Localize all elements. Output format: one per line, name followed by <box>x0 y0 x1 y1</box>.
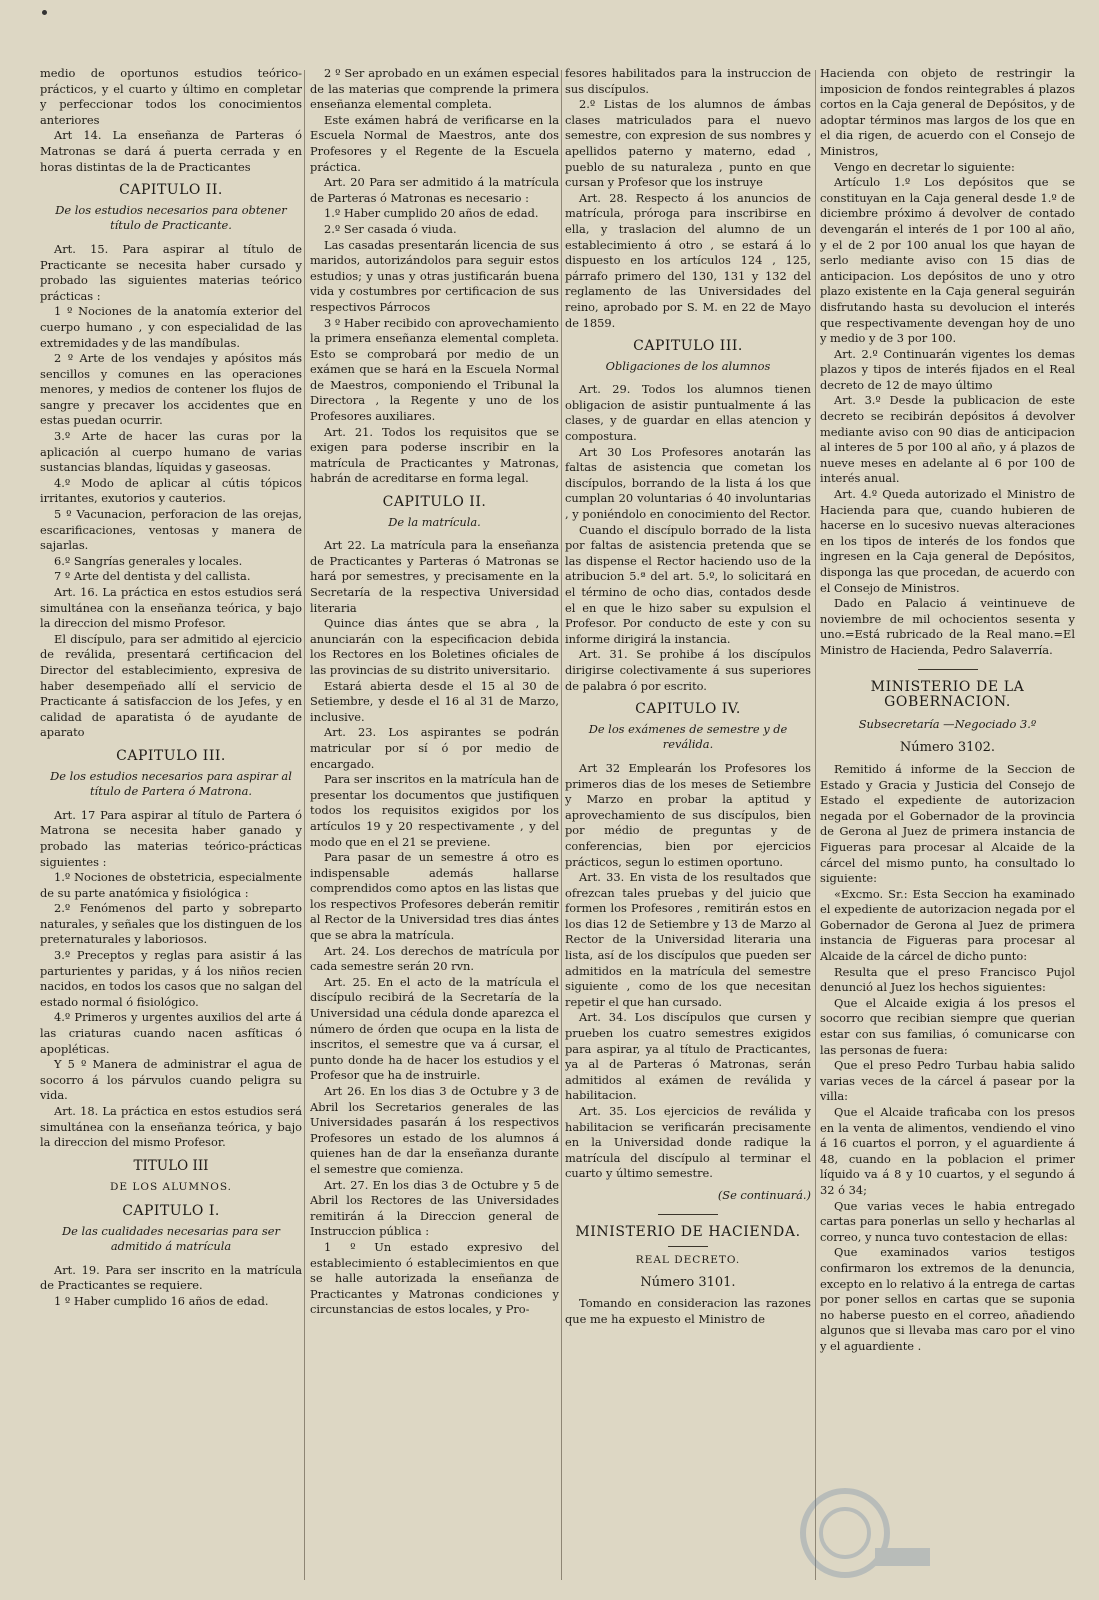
list-item: 7 º Arte del dentista y del callista. <box>54 569 251 584</box>
column-3 <box>565 66 811 1586</box>
decree-number: Número 3102. <box>899 740 996 756</box>
chapter-subtitle: De los estudios necesarios para aspirar al título de Partera ó Matrona. <box>50 768 292 799</box>
paragraph: Que examinados varios testigos confirmaron los extremos de la denuncia, excepto en lo relativo á la entrega de cartas por poner sellos en cartas que se suponia no haberse puesto en el correo, añadiendo algunos que si llevaba mas caro por el vino y el aguardiente . <box>820 1245 1075 1353</box>
paragraph: Que varias veces le habia entregado cartas para ponerlas un sello y hecharlas al correo, y nunca tuvo contestacion de ellas: <box>820 1198 1075 1244</box>
list-item: 2.º Fenómenos del parto y sobreparto naturales, y señales que los distinguen de los preternaturales y laboriosos. <box>40 901 302 947</box>
column-rule <box>304 70 305 1580</box>
article: Art. 28. Respecto á los anuncios de matrícula, prórogа para inscribirse en ella, y traslacion del alumno de un establecimiento á otro , se estará á lo dispuesto en los artículos 124 , 125, párrafo primero del 130, 131 y 132 del reglamento de las Universidades del reino, aprobado por S. M. en 22 de Mayo de 1859. <box>565 190 811 330</box>
paragraph: «Excmo. Sr.: Esta Seccion ha examinado el expediente de autorizacion negada por el Gobernador de Gerona al Juez de primera instancia de Figueras para procesar al Alcaide de la cárcel de dicho punto: <box>820 886 1075 964</box>
article: Art. 3.º Desde la publicacion de este decreto se recibirán depósitos á devolver mediante aviso con 90 dias de anticipacion al interes de 5 por 100 al año, y á plazos de nueve meses en adelante al 6 por 100 de interés anual. <box>820 393 1075 486</box>
paragraph: Vengo en decretar lo siguiente: <box>834 159 1015 174</box>
article: Art 14. La enseñanza de Parteras ó Matronas se dará á puerta cerrada y en horas distintas de la de Practicantes <box>40 128 302 174</box>
paragraph: Tomando en consideracion las razones que me ha expuesto el Ministro de <box>565 1296 811 1326</box>
article: Art. 16. La práctica en estos estudios será simultánea con la enseñanza teórica, y bajo la direccion del mismo Profesor. <box>40 585 302 631</box>
paragraph: Que el Alcaide exigia á los presos el socorro que recibian siempre que querian estar con sus familias, ó comunicarse con las personas de fuera: <box>820 995 1075 1057</box>
chapter-heading: CAPITULO III. <box>116 747 226 764</box>
list-item: 3 º Haber recibido con aprovechamiento la primera enseñanza elemental completa. Esto se comprobará por medio de un exámen que se hará en la Escuela Normal de Maestros, componiendo el Tribunal la Directora , la Regente y uno de los Profesores auxiliares. <box>310 315 559 424</box>
list-item: 2 º Ser aprobado en un exámen especial de las materias que comprende la primera enseñanza elemental completa. <box>310 66 559 112</box>
article: Art. 17 Para aspirar al título de Partera ó Matrona se necesita haber ganado y probado las materias teórico-prácticas siguientes : <box>40 807 302 869</box>
article: Art 22. La matrícula para la enseñanza de Practicantes y Parteras ó Matronas se hará por semestres, y precisamente en la Secretaría de la respectiva Universidad literaria <box>310 538 559 615</box>
paragraph: Las casadas presentarán licencia de sus maridos, autorizándolos para seguir estos estudios; y unas y otras justificarán buena vida y costumbres por certificacion de sus respectivos Párrocos <box>310 237 559 314</box>
paragraph: medio de oportunos estudios teórico-prácticos, y el cuarto y último en completar y perfeccionar todos los conocimientos anteriores <box>40 66 302 127</box>
column-4 <box>820 66 1075 1586</box>
paragraph: Que el preso Pedro Turbau habia salido varias veces de la cárcel á pasear por la villa: <box>820 1058 1075 1104</box>
paragraph: Que el Alcaide traficaba con los presos en la venta de alimentos, vendiendo el vino á 16 cuartos el porron, y el aguardiente á 48, cuando en la poblacion el primer líquido va á 8 y 10 cuartos, y el segundo á 32 ó 34; <box>820 1105 1075 1197</box>
article: Artículo 1.º Los depósitos que se constituyan en la Caja general desde 1.º de diciembre próximo á devolver de contado devengarán el interés de 1 por 100 al año, y el de 2 por 100 anual los que hayan de serlo mediante aviso con 15 dias de anticipacion. Los depósitos de uno y otro plazo existente en la Caja general seguirán disfrutando hasta su devolucion el interés que respectivamente devengan hoy de uno y medio y de 3 por 100. <box>820 175 1075 346</box>
paragraph: Estará abierta desde el 15 al 30 de Setiembre, y desde el 16 al 31 de Marzo, inclusive. <box>310 678 559 724</box>
list-item: 1 º Nociones de la anatomía exterior del cuerpo humano , y con especialidad de las extremidades y de las mandíbulas. <box>40 304 302 350</box>
column-rule <box>561 70 562 1580</box>
paragraph: Quince dias ántes que se abra , la anunciarán con la especificacion debida los Rectores en los Boletines oficiales de las provincias de su distrito universitario. <box>310 616 559 677</box>
article: Art. 27. En los dias 3 de Octubre y 5 de Abril los Rectores de las Universidades remitirán á la Direccion general de Instruccion pública : <box>310 1177 559 1239</box>
list-item: 4.º Primeros y urgentes auxilios del arte á las criaturas cuando nacen asfíticas ó apopléticas. <box>40 1010 302 1056</box>
article: Art. 31. Se prohibe á los discípulos dirigirse colectivamente á sus superiores de palabra ó por escrito. <box>565 647 811 693</box>
article: Art. 4.º Queda autorizado el Ministro de Hacienda para que, cuando hubieren de hacerse en lo sucesivo nuevas alteraciones en los tipos de interés de los fondos que ingresen en la Caja general de Depósitos, disponga las que procedan, de acuerdo con el Consejo de Ministros. <box>820 487 1075 595</box>
list-item: 3.º Arte de hacer las curas por la aplicación al cuerpo humano de varias sustancias blandas, líquidas y gaseosas. <box>40 429 302 475</box>
chapter-heading: CAPITULO I. <box>122 1202 220 1219</box>
ministry-heading: MINISTERIO DE HACIENDA. <box>575 1223 801 1240</box>
chapter-subtitle: Obligaciones de los alumnos <box>605 358 771 373</box>
separator-rule <box>658 1214 718 1215</box>
list-item: 5 º Vacunacion, perforacion de las orejas, escarificaciones, ventosas y manera de sajarlas. <box>40 507 302 553</box>
article: Art. 20 Para ser admitido á la matrícula de Parteras ó Matronas es necesario : <box>310 175 559 205</box>
paragraph: Cuando el discípulo borrado de la lista por faltas de asistencia pretenda que se las dispense el Rector haciendo uso de la atribucion 5.ª del art. 5.º, lo solicitará en el término de ocho dias, contados desde el en que le hizo saber su expulsion el Profesor. Por conducto de este y con su informe dirigirá la instancia. <box>565 522 811 646</box>
list-item: 1 º Un estado expresivo del establecimiento ó establecimientos en que se halle autorizada la enseñanza de Practicantes y Matronas condiciones y circunstancias de estos locales, y Pro- <box>310 1239 559 1317</box>
chapter-heading: CAPITULO II. <box>382 494 487 511</box>
decree-number: Número 3101. <box>640 1274 736 1290</box>
chapter-subtitle: De los estudios necesarios para obtener título de Practicante. <box>55 202 287 233</box>
article: Art. 19. Para ser inscrito en la matrícula de Practicantes se requiere. <box>40 1262 302 1293</box>
article: Art. 21. Todos los requisitos que se exigen para poderse inscribir en la matrícula de Practicantes y Matronas, habrán de acreditarse en forma legal. <box>310 424 559 486</box>
article: Art. 23. Los aspirantes se podrán matricular por sí ó por medio de encargado. <box>310 725 559 771</box>
article: Art. 24. Los derechos de matrícula por cada semestre serán 20 rvn. <box>310 943 559 974</box>
chapter-heading: CAPITULO II. <box>119 182 223 199</box>
paragraph: Este exámen habrá de verificarse en la Escuela Normal de Maestros, ante dos Profesores y el Regente de la Escuela práctica. <box>310 112 559 174</box>
chapter-heading: CAPITULO IV. <box>635 701 741 718</box>
list-item: 1 º Haber cumplido 16 años de edad. <box>54 1293 269 1308</box>
chapter-subtitle: De las cualidades necesarias para ser admitido á matrícula <box>62 1223 280 1254</box>
chapter-heading: CAPITULO III. <box>633 338 743 355</box>
list-item: 2.º Listas de los alumnos de ámbas clases matriculados para el nuevo semestre, con expresion de sus nombres y apellidos paterno y materno, edad , pueblo de su naturaleza , punto en que cursan y Profesor que los instruye <box>565 97 811 190</box>
list-item: 2 º Arte de los vendajes y apósitos más sencillos y comunes en las operaciones menores, y medios de contener los flujos de sangre y precaver los accidentes que en estas puedan ocurrir. <box>40 351 302 428</box>
article: Art. 25. En el acto de la matrícula el discípulo recibirá de la Secretaría de la Universidad una cédula donde aparezca el número de órden que ocupa en la lista de inscritos, el semestre que va á cursar, el punto donde ha de hacer los estudios y el Profesor que ha de instruirle. <box>310 974 559 1083</box>
article: Art. 35. Los ejercicios de reválida y habilitacion se verificarán precisamente en la Universidad donde radique la matrícula del discípulo al terminar el cuarto y último semestre. <box>565 1104 811 1181</box>
subsecretariat-line: Subsecretaría —Negociado 3.º <box>858 716 1037 731</box>
signature-paragraph: Dado en Palacio á veintinueve de noviembre de mil ochocientos sesenta y uno.=Está rubricado de la Real mano.=El Ministro de Hacienda, Pedro Salaverría. <box>820 596 1075 657</box>
title-subheading: DE LOS ALUMNOS. <box>109 1181 233 1194</box>
separator-rule <box>668 1246 708 1247</box>
list-item: 1.º Nociones de obstetricia, especialmente de su parte anatómica y fisiológica : <box>40 870 302 900</box>
separator-rule <box>918 669 978 670</box>
list-item: 4.º Modo de aplicar al cútis tópicos irritantes, exutorios y cauterios. <box>40 475 302 506</box>
ink-dot <box>42 10 47 15</box>
paragraph: Resulta que el preso Francisco Pujol denunció al Juez los hechos siguientes: <box>820 964 1075 995</box>
column-2 <box>310 66 559 1586</box>
title-heading: TITULO III <box>133 1157 209 1174</box>
paragraph: El discípulo, para ser admitido al ejercicio de reválida, presentará certificacion del Director del establecimiento, expresiva de haber desempeñado allí el servicio de Practicante á satisfaccion de los Jefes, y en calidad de aparatista ó de ayudante de aparato <box>40 631 302 740</box>
ministry-heading: MINISTERIO DE LA GOBERNACION. <box>870 678 1025 711</box>
paragraph: Remitido á informe de la Seccion de Estado y Gracia y Justicia del Consejo de Estado el expediente de autorizacion negada por el Gobernador de la provincia de Gerona al Juez de primera instancia de Figueras para procesar al Alcaide de la cárcel del mismo punto, ha consultado lo siguiente: <box>820 761 1075 886</box>
list-item: 6.º Sangrías generales y locales. <box>54 553 243 568</box>
column-1 <box>40 66 302 1586</box>
list-item: Y 5 º Manera de administrar el agua de socorro á los párvulos cuando peligra su vida. <box>40 1057 302 1103</box>
article: Art. 2.º Continuarán vigentes los demas plazos y tipos de interés fijados en el Real decreto de 12 de mayo último <box>820 346 1075 392</box>
article: Art 30 Los Profesores anotarán las faltas de asistencia que cometan los discípulos, borrando de la lista á los que cumplan 20 voluntarias ó 40 involuntarias , y poniéndolo en conocimiento del Rector. <box>565 444 811 522</box>
continued-note: (Se continuará.) <box>717 1187 811 1202</box>
article: Art. 29. Todos los alumnos tienen obligacion de asistir puntualmente á las clases, y de guardar en ellas atencion y compostura. <box>565 382 811 444</box>
article: Art 26. En los dias 3 de Octubre y 3 de Abril los Secretarios generales de las Universidades pasarán á los respectivos Profesores un estado de los alumnos á quienes han de dar la enseñanza durante el semestre que comienza. <box>310 1084 559 1176</box>
paragraph: Para ser inscritos en la matrícula han de presentar los documentos que justifiquen todos los requisitos exigidos por los artículos 19 y 20 respectivamente , y del modo que en el 21 se previene. <box>310 772 559 849</box>
paragraph: Hacienda con objeto de restringir la imposicion de fondos reintegrables á plazos cortos en la Caja general de Depósitos, y de adoptar términos mas largos de los que en el dia rigen, de acuerdo con el Consejo de Ministros, <box>820 66 1075 158</box>
decree-heading: REAL DECRETO. <box>635 1254 741 1267</box>
library-watermark-icon <box>785 1478 935 1588</box>
article: Art. 15. Para aspirar al título de Practicante se necesita haber cursado y probado las siguientes materias teórico prácticas : <box>40 241 302 303</box>
list-item: 3.º Preceptos y reglas para asistir á las parturientes y paridas, y á los niños recien nacidos, en todos los casos que no salgan del estado normal ó fisiológico. <box>40 948 302 1009</box>
list-item: 1.º Haber cumplido 20 años de edad. <box>324 206 539 221</box>
chapter-subtitle: De la matrícula. <box>388 514 481 529</box>
column-rule <box>815 70 816 1580</box>
paragraph: Para pasar de un semestre á otro es indispensable además hallarse comprendidos como aptos en las listas que los respectivos Profesores deberán remitir al Rector de la Universidad tres dias ántes que se abra la matrícula. <box>310 850 559 943</box>
article: Art. 33. En vista de los resultados que ofrezcan tales pruebas y del juicio que formen los Profesores , remitirán estos en los dias 12 de Setiembre y 13 de Marzo al Rector de la Universidad literaria una lista, así de los discípulos que pueden ser admitidos en la matrícula del semestre siguiente , como de los que necesitan repetir el que han cursado. <box>565 870 811 1009</box>
article: Art. 18. La práctica en estos estudios será simultánea con la enseñanza teórica, y bajo la direccion del mismo Profesor. <box>40 1104 302 1150</box>
list-item: 2.º Ser casada ó viuda. <box>324 221 457 236</box>
chapter-subtitle: De los exámenes de semestre y de reválida. <box>588 721 788 752</box>
article: Art. 34. Los discípulos que cursen y prueben los cuatro semestres exigidos para aspirar, ya al título de Practicantes, ya al de Parteras ó Matronas, serán admitidos al exámen de reválida y habilitacion. <box>565 1010 811 1103</box>
article: Art 32 Emplearán los Profesores los primeros dias de los meses de Setiembre y Marzo en probar la aptitud y aprovechamiento de sus discípulos, bien por médio de preguntas y de conferencias, bien por ejercicios prácticos, segun lo estimen oportuno. <box>565 760 811 869</box>
paragraph: fesores habilitados para la instruccion de sus discípulos. <box>565 66 811 96</box>
